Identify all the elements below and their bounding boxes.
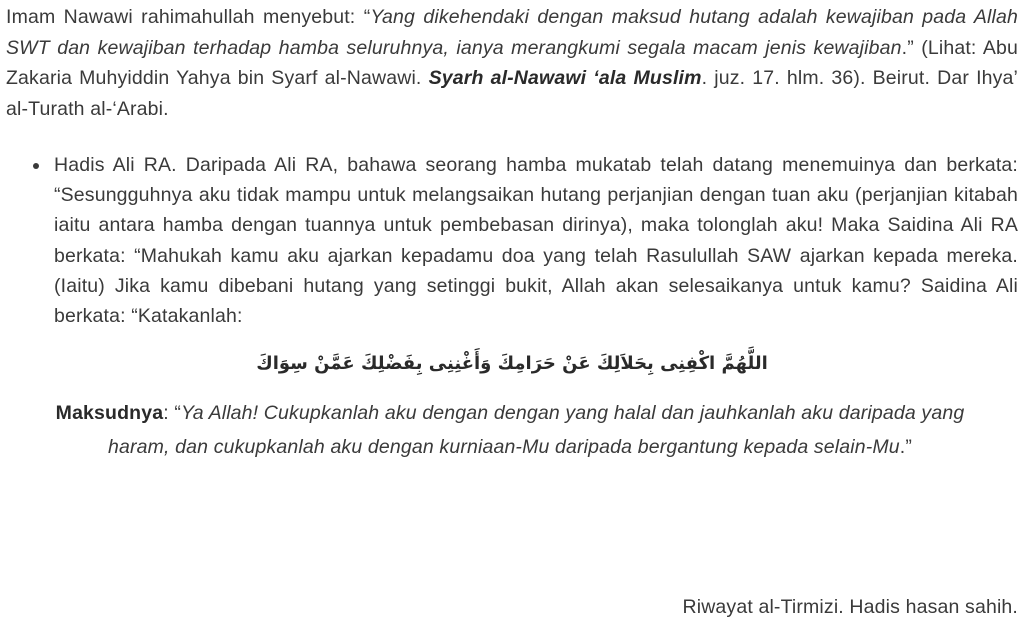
intro-paragraph	[6, 0, 1018, 124]
hadith-text: Hadis Ali RA. Daripada Ali RA, bahawa seorang hamba mukatab telah datang menemuinya dan berkata: “Sesungguhnya aku tidak mampu untuk melangsaikan hutang perjanjian dengan tuan aku (perjanjian kitabah iaitu antara hamba dengan tuannya untuk pembebasan dirinya), maka tolonglah aku! Maka Saidina Ali RA berkata: “Mahukah kamu aku ajarkan kepadamu doa yang telah Rasulullah SAW ajarkan kepada mereka. (Iaitu) Jika kamu dibebani hutang yang setinggi bukit, Allah akan selesaikanya untuk kamu? Saidina Ali berkata: “Katakanlah:	[54, 154, 1018, 328]
bullet-list-item	[6, 150, 1018, 331]
citation-tail: . juz. 17. hlm. 36). Beirut. Dar Ihya’ al-Turath al-‘Arabi.	[6, 67, 1019, 120]
translation-text: Ya Allah! Cukupkanlah aku dengan dengan yang halal dan jauhkanlah aku daripada yang haram, dan cukupkanlah aku dengan kurniaan-Mu daripada bergantung kepada selain-Mu	[108, 402, 965, 458]
arabic-prayer: اللَّهُمَّ اكْفِنِى بِحَلاَلِكَ عَنْ حَرَامِكَ وَأَغْنِنِى بِفَضْلِكَ عَمَّنْ سِوَاكَ	[256, 353, 768, 375]
book-title: Syarh al-Nawawi ‘ala Muslim	[428, 67, 702, 89]
narration-source: Riwayat al-Tirmizi. Hadis hasan sahih.	[682, 596, 1018, 618]
translation-open: : “	[163, 402, 182, 425]
translation-close: .”	[899, 435, 912, 458]
intro-after-quote: .” (Lihat: Abu Zakaria Muhyiddin Yahya bin Syarf al-Nawawi.	[6, 36, 1018, 89]
intro-lead: Imam Nawawi rahimahullah menyebut: “	[6, 6, 371, 28]
bullet-icon	[33, 163, 39, 169]
translation-paragraph	[6, 397, 1018, 464]
translation-label: Maksudnya	[55, 402, 164, 425]
nawawi-quote: Yang dikehendaki dengan maksud hutang adalah kewajiban pada Allah SWT dan kewajiban terhadap hamba seluruhnya, ianya merangkumi segala macam jenis kewajiban	[6, 6, 1018, 59]
